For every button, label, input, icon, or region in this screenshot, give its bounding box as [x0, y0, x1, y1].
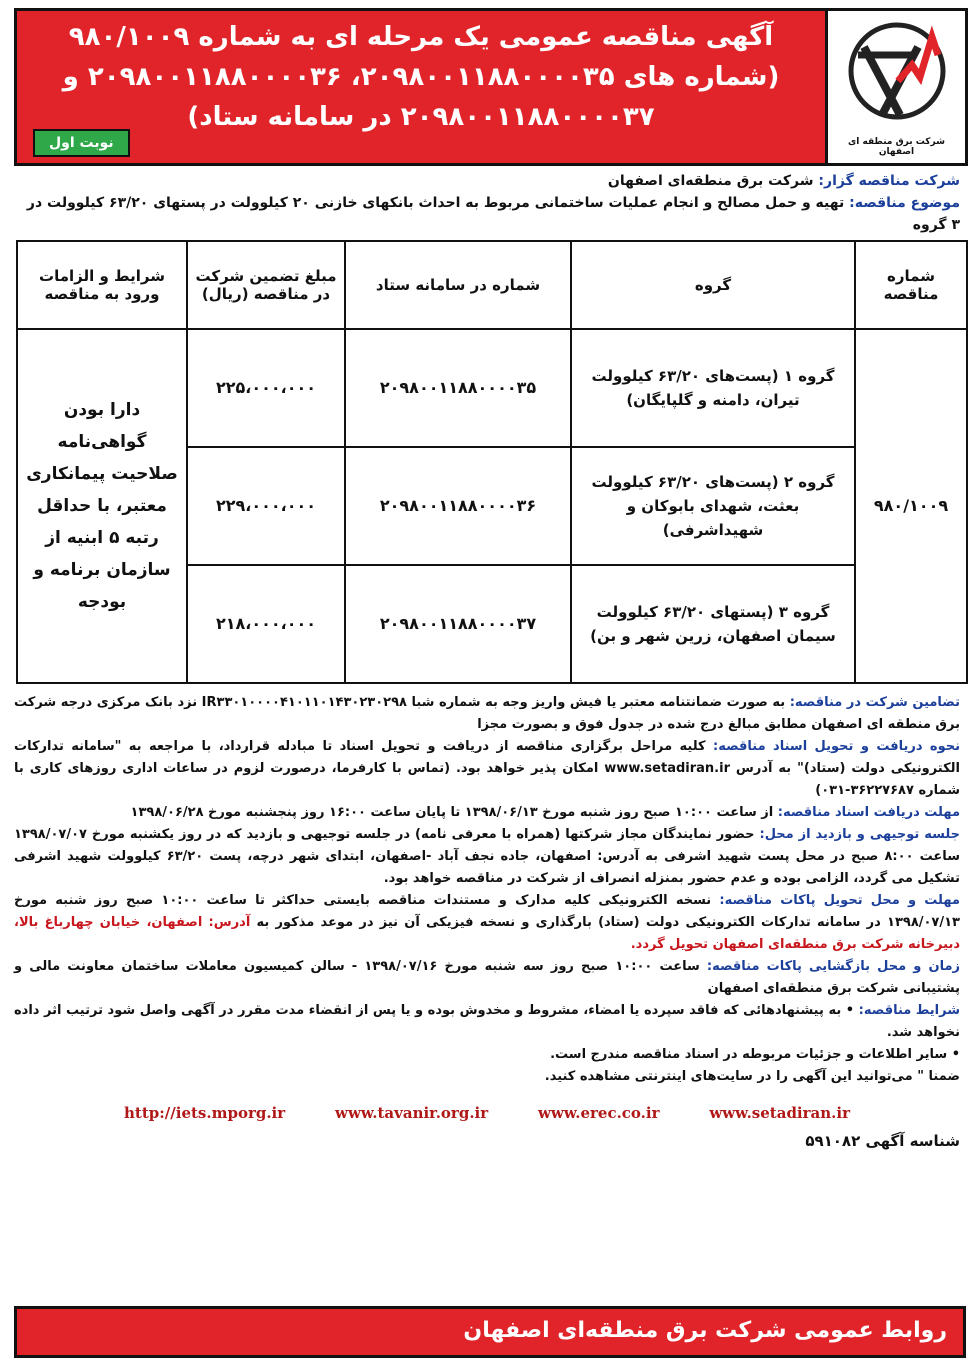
ad-id: شناسه آگهی ۵۹۱۰۸۲ — [805, 1132, 960, 1150]
column-header: مبلغ تضمین شرکت در مناقصه (ریال) — [187, 241, 345, 329]
header-banner — [14, 8, 968, 166]
tender-table — [16, 240, 968, 684]
power-tower-icon — [838, 19, 956, 129]
documents-paragraph: نحوه دریافت و تحویل اسناد مناقصه: کلیه مراحل برگزاری مناقصه از دریافت و تحویل اسناد تا مبادله قرارداد، با مراجعه به "سامانه تدارکات الکترونیکی دولت (ستاد)" به آدرس www.setadiran.ir امکان پذیر خواهد بود. (تماس با کارفرما، درصورت لزوم در ساعات اداری روزهای کاری با شماره ۳۶۲۲۷۶۸۷-۰۳۱) — [14, 739, 960, 798]
title-line: آگهی مناقصه عمومی یک مرحله ای به شماره ۹۸۰/۱۰۰۹ — [68, 22, 774, 52]
setad-number-cell: ۲۰۹۸۰۰۱۱۸۸۰۰۰۰۳۷ — [345, 565, 571, 683]
website-links — [124, 1102, 850, 1124]
setad-number-cell: ۲۰۹۸۰۰۱۱۸۸۰۰۰۰۳۶ — [345, 447, 571, 565]
tender-meta — [14, 170, 960, 236]
website-link[interactable]: www.erec.co.ir — [538, 1104, 660, 1122]
conditions-cell: دارا بودن گواهی‌نامه صلاحیت پیمانکاری معتبر، با حداقل رتبه ۵ ابنیه از سازمان برنامه و بودجه — [17, 329, 187, 683]
title-line: ۲۰۹۸۰۰۱۱۸۸۰۰۰۰۳۷ در سامانه ستاد) — [187, 102, 655, 132]
title-line: (شماره های ۲۰۹۸۰۰۱۱۸۸۰۰۰۰۳۵، ۲۰۹۸۰۰۱۱۸۸۰۰۰۰۳۶ و — [62, 62, 780, 92]
logo — [825, 11, 965, 163]
submission-paragraph: مهلت و محل تحویل پاکات مناقصه: نسخه الکترونیکی کلیه مدارک و مستندات مناقصه بایستی حداکثر تا ساعت ۱۰:۰۰ صبح روز شنبه مورخ ۱۳۹۸/۰۷/۱۳ در سامانه تدارکات الکترونیکی دولت (ستاد) بارگذاری و نسخه فیزیکی آن نیز در موعد مذکور به آدرس: اصفهان، خیابان چهارباغ بالا، دبیرخانه شرکت برق منطقه‌ای اصفهان تحویل گردد. — [14, 893, 960, 952]
subject-label: موضوع مناقصه: — [849, 195, 960, 211]
deadline-paragraph: مهلت دریافت اسناد مناقصه: از ساعت ۱۰:۰۰ صبح روز شنبه مورخ ۱۳۹۸/۰۶/۱۳ تا پایان ساعت ۱۶:۰۰ روز پنجشنبه مورخ ۱۳۹۸/۰۶/۲۸ — [130, 805, 960, 820]
tender-details — [14, 692, 960, 1152]
organizer-label: شرکت مناقصه گزار: — [818, 173, 960, 189]
info-paragraph: • سایر اطلاعات و جزئیات مربوطه در اسناد مناقصه مندرج است. — [550, 1047, 960, 1062]
column-header: شرایط و الزامات ورود به مناقصه — [17, 241, 187, 329]
website-link[interactable]: www.setadiran.ir — [709, 1104, 850, 1122]
column-header: شماره در سامانه ستاد — [345, 241, 571, 329]
websites-note: ضمنا " می‌توانید این آگهی را در سایت‌های اینترنتی مشاهده کنید. — [544, 1069, 960, 1084]
footer-text: روابط عمومی شرکت برق منطقه‌ای اصفهان — [463, 1318, 947, 1343]
page-title — [27, 17, 815, 137]
website-link[interactable]: http://iets.mporg.ir — [124, 1104, 286, 1122]
organizer-value: شرکت برق منطقه‌ای اصفهان — [607, 173, 814, 189]
footer-banner — [14, 1306, 966, 1358]
table-row — [17, 329, 967, 447]
setad-number-cell: ۲۰۹۸۰۰۱۱۸۸۰۰۰۰۳۵ — [345, 329, 571, 447]
guarantee-cell: ۲۲۹،۰۰۰،۰۰۰ — [187, 447, 345, 565]
tender-number-cell: ۹۸۰/۱۰۰۹ — [855, 329, 967, 683]
briefing-paragraph: جلسه توجیهی و بازدید از محل: حضور نمایندگان مجاز شرکتها (همراه با معرفی نامه) در جلسه توجیهی و بازدید که در روز یکشنبه مورخ ۱۳۹۸/۰۷/۰۷ ساعت ۸:۰۰ صبح در محل پست شهید اشرفی به آدرس: اصفهان، جاده نجف آباد -اصفهان، ابتدای شهر درچه، پست ۶۳/۲۰ کیلوولت شهید اشرفی تشکیل می گردد، الزامی بوده و عدم حضور بمنزله انصراف از شرکت در مناقصه خواهد بود. — [14, 827, 960, 886]
column-header: شماره مناقصه — [855, 241, 967, 329]
logo-caption: شرکت برق منطقه ای اصفهان — [848, 137, 945, 157]
website-link[interactable]: www.tavanir.org.ir — [335, 1104, 489, 1122]
subject-value: تهیه و حمل مصالح و انجام عملیات ساختمانی مربوط به احداث بانکهای خازنی ۲۰ کیلوولت در پستهای ۶۳/۲۰ کیلوولت در ۳ گروه — [26, 195, 960, 233]
edition-badge: نوبت اول — [33, 129, 130, 157]
guarantee-cell: ۲۲۵،۰۰۰،۰۰۰ — [187, 329, 345, 447]
guarantee-paragraph: تضامین شرکت در مناقصه: به صورت ضمانتنامه معتبر یا فیش واریز وجه به شماره شبا IR۳۳۰۱۰۰۰۰۴۱۰۱۱۰۱۴۳۰۲۳۰۲۹۸ نزد بانک مرکزی درجه شرکت برق منطقه ای اصفهان مطابق مبالغ درج شده در جدول فوق و بصورت مجزا — [14, 695, 960, 732]
conditions-paragraph: شرایط مناقصه: • به پیشنهادهائی که فاقد سپرده یا امضاء، مشروط و مخدوش بوده و یا پس از انقضاء مدت مقرر در آگهی واصل شود ترتیب اثر داده نخواهد شد. — [14, 1003, 961, 1040]
guarantee-cell: ۲۱۸،۰۰۰،۰۰۰ — [187, 565, 345, 683]
group-cell: گروه ۲ (پست‌های ۶۳/۲۰ کیلوولت بعثت، شهدای بابوکان و شهیداشرفی) — [571, 447, 855, 565]
opening-paragraph: زمان و محل بازگشایی پاکات مناقصه: ساعت ۱۰:۰۰ صبح روز سه شنبه مورخ ۱۳۹۸/۰۷/۱۶ - سالن کمیسیون معاملات ساختمان معاونت مالی و پشتیبانی شرکت برق منطقه‌ای اصفهان — [14, 959, 960, 996]
table-header-row — [17, 241, 967, 329]
column-header: گروه — [571, 241, 855, 329]
group-cell: گروه ۱ (پست‌های ۶۳/۲۰ کیلوولت تیران، دامنه و گلپایگان) — [571, 329, 855, 447]
group-cell: گروه ۳ (پستهای ۶۳/۲۰ کیلوولت سیمان اصفهان، زرین شهر و بن) — [571, 565, 855, 683]
